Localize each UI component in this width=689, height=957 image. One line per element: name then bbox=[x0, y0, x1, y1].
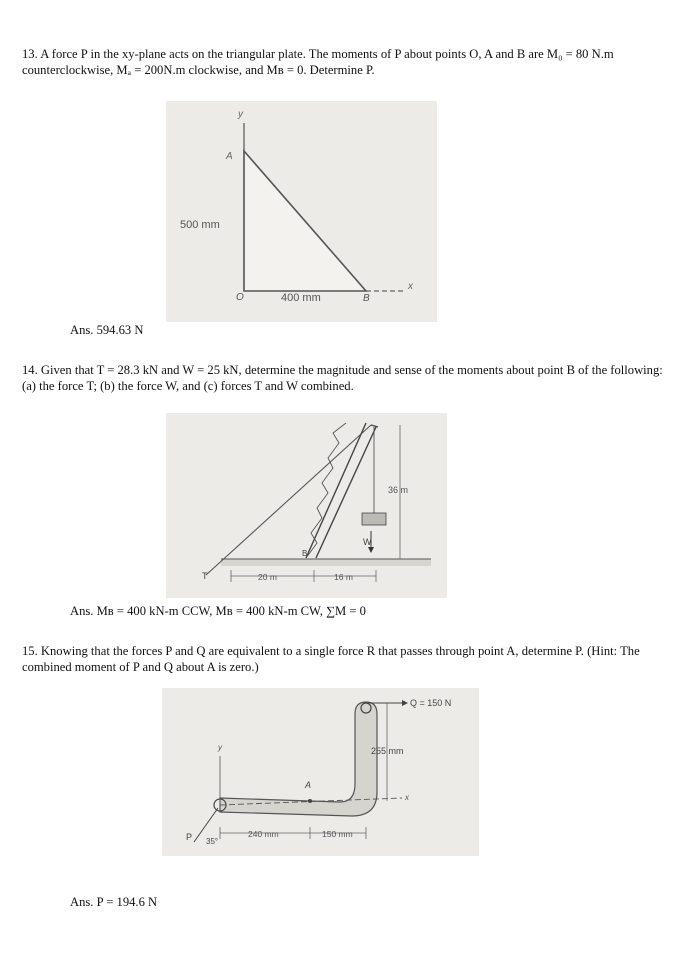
fig14-label-dist1: 20 m bbox=[258, 572, 277, 582]
fig15-label-Q: Q = 150 N bbox=[410, 698, 452, 708]
fig14-label-T: T bbox=[202, 571, 208, 581]
fig14-label-height: 36 m bbox=[388, 485, 409, 495]
fig14-label-W: W bbox=[363, 537, 372, 547]
fig13-label-width: 400 mm bbox=[281, 292, 321, 304]
problem-13-statement: A force P in the xy-plane acts on the triangular plate. The moments of P about points O, A and B are M₀ = 80 N.m counterclockwise, Mₐ = 200N.m clockwise, and Mʙ = 0. Determine P. bbox=[22, 47, 614, 77]
fig15-label-angle: 35° bbox=[206, 837, 219, 846]
problem-13-text bbox=[22, 46, 672, 78]
fig15-label-height: 255 mm bbox=[371, 746, 404, 756]
fig15-label-dist2: 150 mm bbox=[322, 829, 353, 839]
fig15-label-y: y bbox=[218, 743, 222, 752]
problem-14-figure bbox=[166, 413, 447, 598]
fig13-label-A: A bbox=[226, 151, 233, 162]
fig13-label-y: y bbox=[238, 109, 243, 120]
problem-14-number: 14. bbox=[22, 363, 38, 377]
problem-13-figure bbox=[166, 101, 437, 322]
fig15-label-A: A bbox=[305, 780, 312, 790]
problem-13-answer: Ans. 594.63 N bbox=[70, 323, 144, 337]
problem-14-text bbox=[22, 362, 672, 394]
problem-15-number: 15. bbox=[22, 644, 38, 658]
fig13-label-x: x bbox=[408, 281, 413, 292]
fig14-label-B: B bbox=[302, 549, 308, 558]
fig15-label-x: x bbox=[405, 793, 409, 802]
problem-15-answer: Ans. P = 194.6 N bbox=[70, 895, 158, 909]
problem-14-statement: Given that T = 28.3 kN and W = 25 kN, determine the magnitude and sense of the moments about point B of the following: (a) the force T; (b) the force W, and (c) forces T and W combined. bbox=[22, 363, 663, 393]
problem-15-figure bbox=[162, 688, 479, 856]
problem-15-text bbox=[22, 643, 672, 675]
fig15-label-dist1: 240 mm bbox=[248, 829, 279, 839]
problem-14-answer: Ans. Mʙ = 400 kN-m CCW, Mʙ = 400 kN-m CW, ∑M = 0 bbox=[70, 604, 366, 618]
fig13-label-height: 500 mm bbox=[180, 219, 220, 231]
problem-13-number: 13. bbox=[22, 47, 38, 61]
fig14-label-dist2: 16 m bbox=[334, 572, 353, 582]
fig13-label-B: B bbox=[363, 293, 370, 304]
fig15-label-P: P bbox=[186, 832, 193, 842]
problem-15-statement: Knowing that the forces P and Q are equivalent to a single force R that passes through point A, determine P. (Hint: The combined moment of P and Q about A is zero.) bbox=[22, 644, 640, 674]
fig13-label-O: O bbox=[236, 292, 244, 303]
